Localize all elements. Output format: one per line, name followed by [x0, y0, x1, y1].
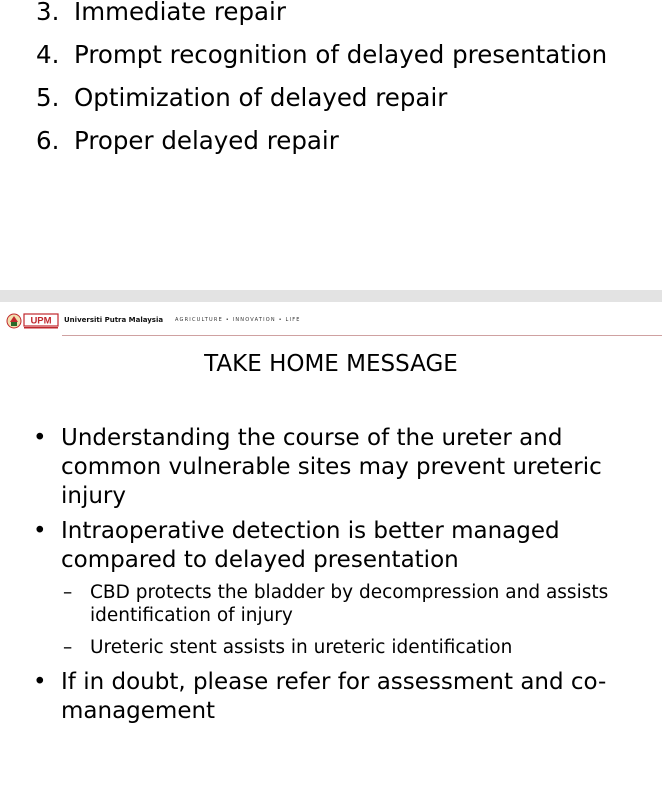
- bullet-text: Intraoperative detection is better managed compared to delayed presentation: [61, 518, 560, 573]
- sub-bullet-item: [33, 581, 633, 627]
- bullet-marker: •: [33, 425, 47, 451]
- bullet-marker: •: [33, 518, 47, 544]
- item-text: Immediate repair: [74, 0, 286, 26]
- bullet-marker: •: [33, 669, 47, 695]
- sub-bullet-text: Ureteric stent assists in ureteric identification: [90, 637, 513, 658]
- top-slide: [0, 0, 662, 290]
- bullet-item: [33, 668, 633, 726]
- university-tagline: AGRICULTURE • INNOVATION • LIFE: [175, 317, 301, 323]
- university-name: Universiti Putra Malaysia: [64, 316, 164, 324]
- sub-bullet-marker: –: [63, 582, 73, 603]
- item-number: 3.: [36, 0, 60, 26]
- bullet-item: [33, 424, 633, 511]
- list-item: [36, 76, 607, 119]
- upm-logo-icon: [6, 312, 60, 330]
- item-number: 4.: [36, 40, 60, 69]
- sub-bullet-item: [33, 636, 633, 659]
- sub-bullet-marker: –: [63, 637, 73, 658]
- bottom-slide: [0, 302, 662, 804]
- item-text: Prompt recognition of delayed presentation: [74, 40, 608, 69]
- sub-bullet-text: CBD protects the bladder by decompression and assists identification of injury: [90, 582, 609, 626]
- bullet-text: If in doubt, please refer for assessment and co-management: [61, 669, 607, 724]
- item-number: 5.: [36, 83, 60, 112]
- slide-title: TAKE HOME MESSAGE: [204, 351, 458, 377]
- slide-header: [0, 310, 662, 332]
- item-text: Proper delayed repair: [74, 126, 339, 155]
- list-item: [36, 119, 607, 162]
- item-text: Optimization of delayed repair: [74, 83, 448, 112]
- slide-divider: [0, 290, 662, 302]
- bullet-text: Understanding the course of the ureter and common vulnerable sites may prevent ureteric injury: [61, 425, 602, 509]
- header-rule: [62, 335, 662, 336]
- numbered-list: [36, 0, 607, 162]
- bullet-item: [33, 517, 633, 575]
- list-item: [36, 0, 607, 33]
- item-number: 6.: [36, 126, 60, 155]
- logo-text: UPM: [30, 315, 52, 327]
- bullet-list: [33, 424, 633, 732]
- list-item: [36, 33, 607, 76]
